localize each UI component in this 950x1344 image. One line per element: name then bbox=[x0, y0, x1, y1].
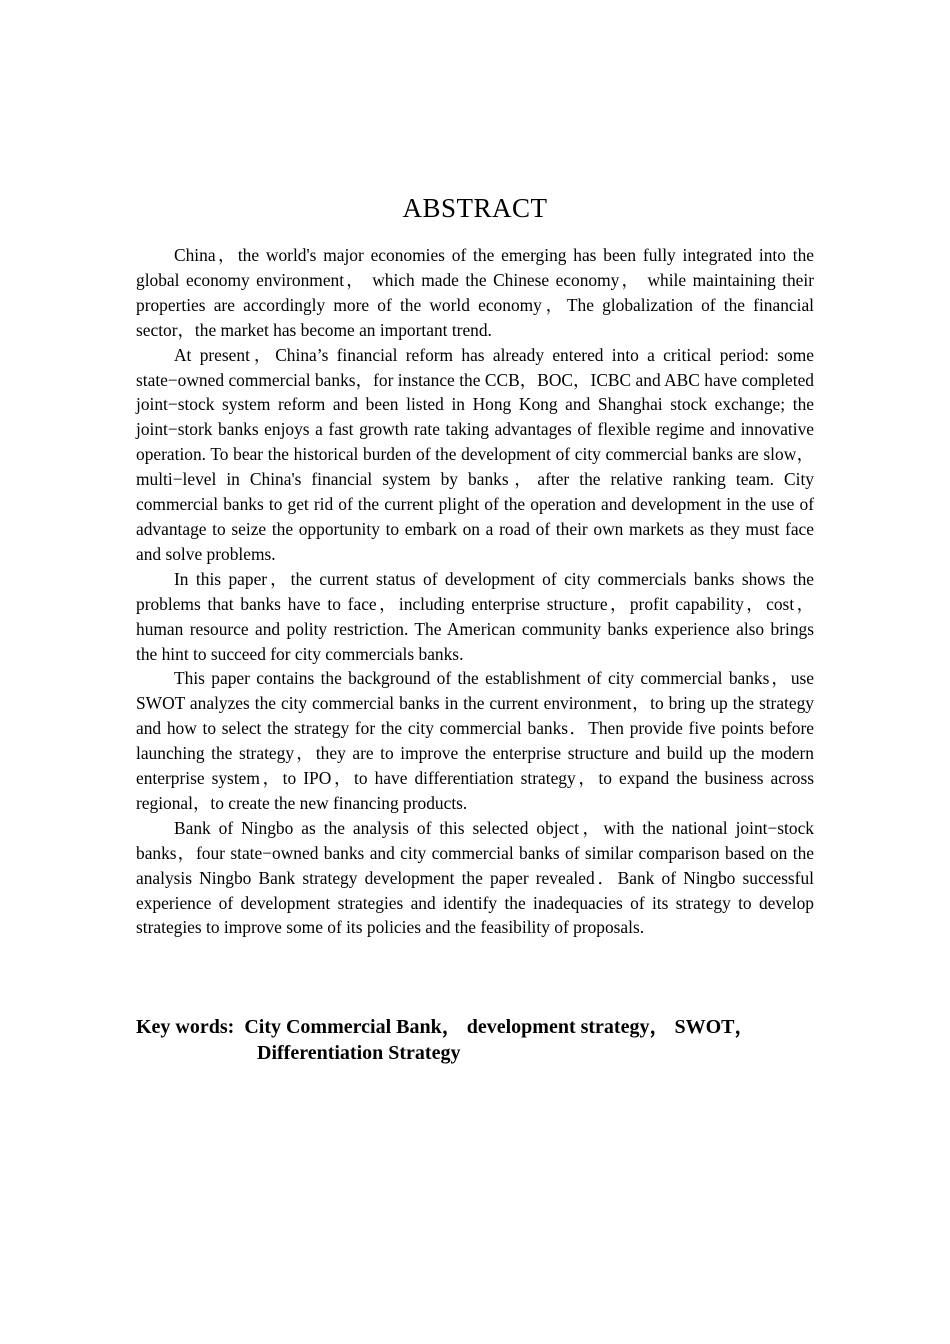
abstract-paragraph-3: In this paper，the current status of development of city commercials banks shows the problems that banks have to face，including enterprise structure，profit capability，cost，human resource and polity restriction. The American community banks experience also brings the hint to succeed for city commercials banks. bbox=[136, 568, 814, 664]
keywords-block bbox=[136, 1014, 814, 1066]
keywords-line-1 bbox=[136, 1014, 814, 1040]
abstract-paragraph-4: This paper contains the background of the establishment of city commercial banks，use SWOT analyzes the city commercial banks in the current environment，to bring up the strategy and how to select the strategy for the city commercial banks．Then provide five points before launching the strategy，they are to improve the enterprise structure and build up the modern enterprise system，to IPO，to have differentiation strategy，to expand the business across regional，to create the new financing products. bbox=[136, 668, 814, 813]
keywords-label: Key words: bbox=[136, 1016, 235, 1038]
abstract-title: ABSTRACT bbox=[402, 193, 548, 223]
abstract-paragraph-5: Bank of Ningbo as the analysis of this selected object，with the national joint−stock banks，four state−owned banks and city commercial banks of similar comparison based on the analysis Ningbo Bank strategy development the paper revealed．Bank of Ningbo successful experience of development strategies and identify the inadequacies of its strategy to develop strategies to improve some of its policies and the feasibility of proposals. bbox=[136, 817, 814, 938]
abstract-paragraph-1: China，the world's major economies of the emerging has been fully integrated into the global economy environment， which made the Chinese economy， while maintaining their properties are accordingly more of the world economy，The globalization of the financial sector，the market has become an important trend. bbox=[136, 245, 814, 340]
abstract-paragraph-2: At present，China’s financial reform has already entered into a critical period: some state−owned commercial banks，for instance the CCB，BOC，ICBC and ABC have completed joint−stock system reform and been listed in Hong Kong and Shanghai stock exchange; the joint−stork banks enjoys a fast growth rate taking advantages of flexible regime and innovative operation. To bear the historical burden of the development of city commercial banks are slow，multi−level in China's financial system by banks，after the relative ranking team. City commercial banks to get rid of the current plight of the operation and development in the use of advantage to seize the opportunity to embark on a road of their own markets as they must face and solve problems. bbox=[136, 344, 814, 564]
abstract-body bbox=[136, 243, 814, 940]
keywords-list-2: Differentiation Strategy bbox=[257, 1042, 461, 1064]
keywords-list-1: City Commercial Bank， development strategy， SWOT， bbox=[244, 1016, 755, 1038]
